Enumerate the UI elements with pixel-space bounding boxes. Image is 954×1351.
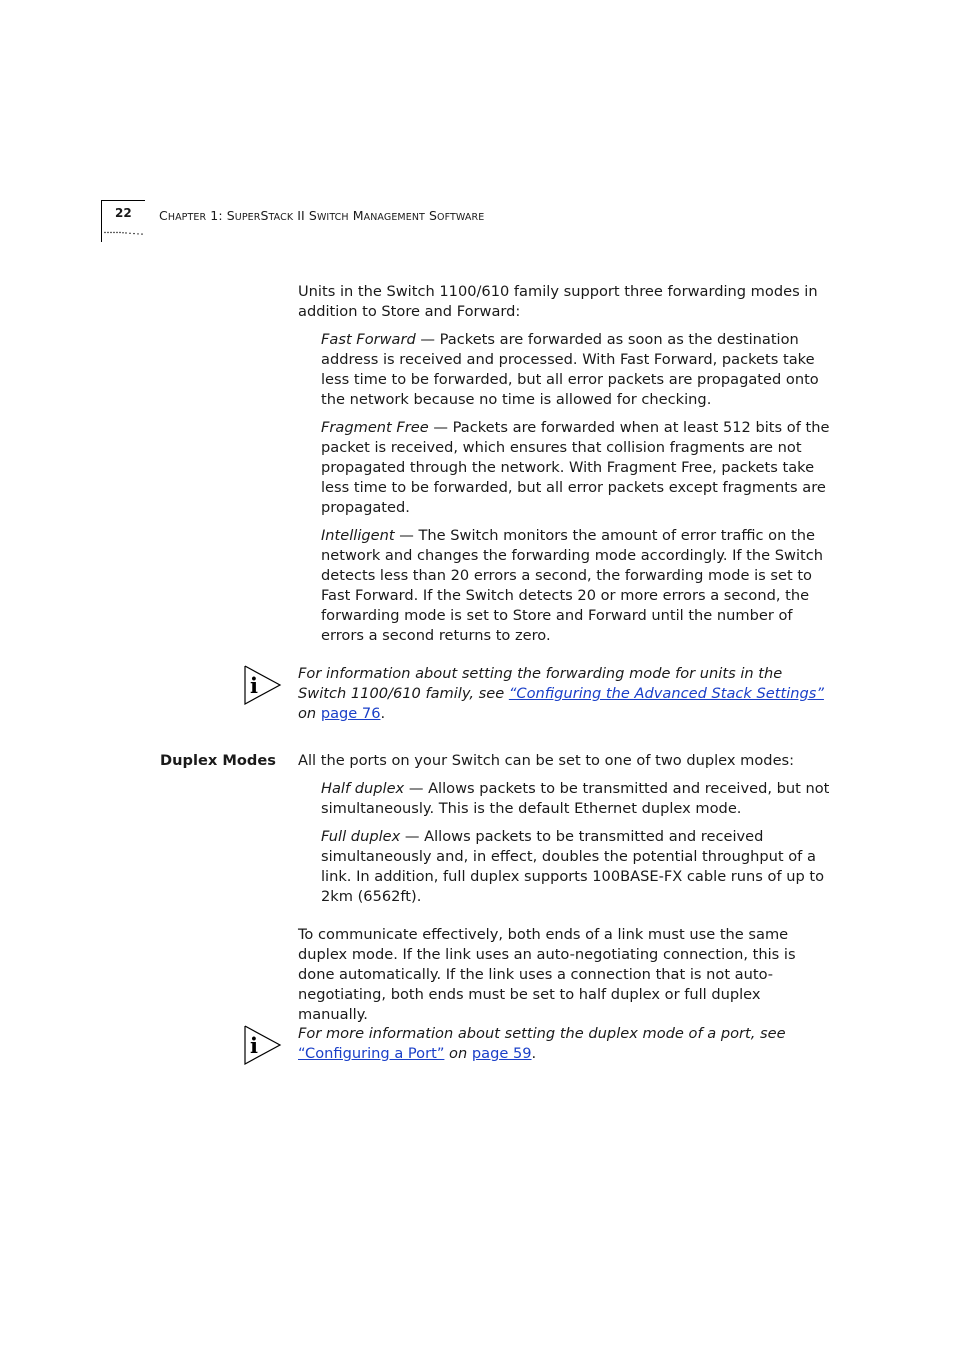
section-heading-duplex-modes: Duplex Modes: [160, 752, 276, 769]
mode-term: Half duplex: [321, 780, 405, 797]
mode-description: — Packets are forwarded as soon as the destination address is received and processed. With Fast Forward, packets take less time to be forwarded, but all error packets are propagated onto the network because no time is allowed for checking.: [321, 331, 819, 408]
note-duplex-mode: For more information about setting the duplex mode of a port, see “Configuring a Port” on page 59.: [298, 1025, 786, 1062]
intro-paragraph: Units in the Switch 1100/610 family support three forwarding modes in addition to Store and Forward:: [298, 283, 818, 320]
link-advanced-stack-settings[interactable]: “Configuring the Advanced Stack Settings”: [508, 685, 824, 702]
mode-term: Full duplex: [321, 828, 401, 845]
header-rule-left: [101, 200, 102, 242]
page-number: 22: [115, 206, 132, 220]
mode-description: — Allows packets to be transmitted and received, but not simultaneously. This is the default Ethernet duplex mode.: [321, 780, 830, 817]
mode-fast-forward: [321, 330, 831, 410]
info-icon: [244, 665, 282, 705]
mode-full-duplex: [321, 827, 831, 907]
mode-term: Fast Forward: [321, 331, 416, 348]
mode-description: — Packets are forwarded when at least 512 bits of the packet is received, which ensures that collision fragments are not propagated through the network. With Fragment Free, packets take less time to be forwarded, but all error packets except fragments are propagated.: [321, 419, 830, 516]
duplex-intro: All the ports on your Switch can be set to one of two duplex modes:: [298, 752, 795, 769]
link-configuring-a-port[interactable]: “Configuring a Port”: [298, 1045, 445, 1062]
mode-term: Intelligent: [321, 527, 395, 544]
note-forwarding-mode: For information about setting the forwarding mode for units in the Switch 1100/610 family, see “Configuring the Advanced Stack Settings” on page 76.: [298, 665, 824, 722]
mode-fragment-free: [321, 418, 831, 518]
mode-half-duplex: [321, 779, 831, 819]
mode-intelligent: [321, 526, 831, 646]
header-rule-top: [101, 200, 145, 201]
info-icon: [244, 1025, 282, 1065]
duplex-body-paragraph: To communicate effectively, both ends of a link must use the same duplex mode. If the link uses an auto-negotiating connection, this is done automatically. If the link uses a connection that is not auto-negotiating, both ends must be set to half duplex or full duplex manually.: [298, 926, 796, 1023]
mode-description: — The Switch monitors the amount of error traffic on the network and changes the forwarding mode accordingly. If the Switch detects less than 20 errors a second, the forwarding mode is set to Fast Forward. If the Switch detects 20 or more errors a second, the forwarding mode is set to Store and Forward until the number of errors a second returns to zero.: [321, 527, 824, 644]
mode-description: — Allows packets to be transmitted and received simultaneously and, in effect, doubles the potential throughput of a link. In addition, full duplex supports 100BASE-FX cable runs of up to 2km (6562ft).: [321, 828, 825, 905]
svg-text:i: i: [250, 1033, 258, 1058]
header-dots-decoration: [104, 231, 146, 235]
link-page-76[interactable]: page 76: [320, 705, 381, 722]
svg-text:i: i: [250, 673, 258, 698]
mode-term: Fragment Free: [321, 419, 429, 436]
link-page-59[interactable]: page 59: [471, 1045, 532, 1062]
running-header: CHAPTER 1: SUPERSTACK II SWITCH MANAGEMENT SOFTWARE: [159, 208, 485, 223]
